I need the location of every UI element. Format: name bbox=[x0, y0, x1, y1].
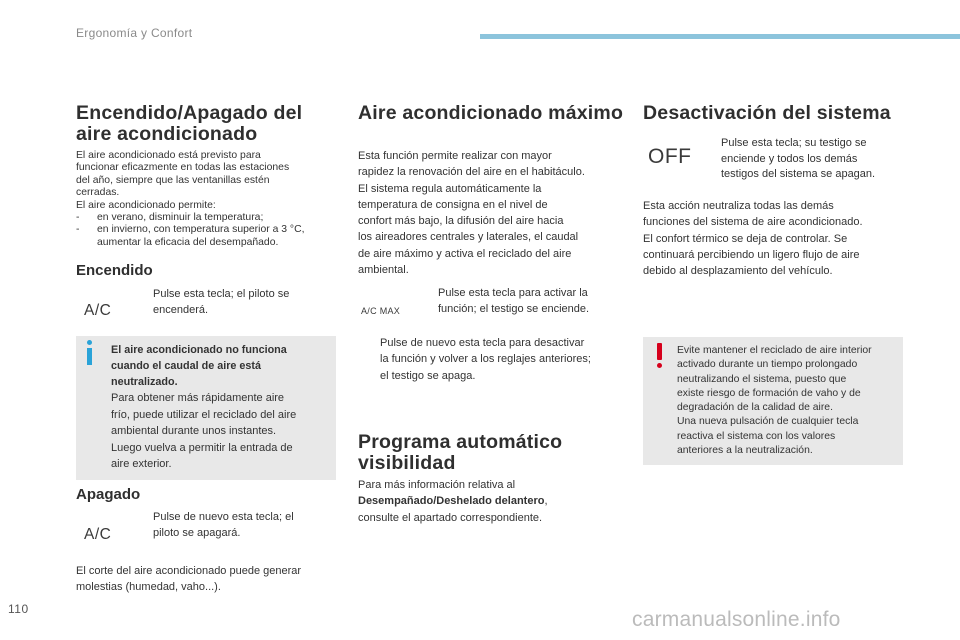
bullet-line: testigos del sistema se apagan. bbox=[721, 168, 876, 180]
body-line: de aire máximo y activa el reciclado del aire bbox=[358, 247, 572, 260]
body-line: funciones del sistema de aire acondicionado. bbox=[643, 216, 863, 229]
col1-title-line1: Encendido/Apagado del bbox=[76, 102, 303, 124]
warning-icon-dot bbox=[657, 363, 662, 368]
body-line: debido al desplazamiento del vehículo. bbox=[643, 265, 833, 278]
apagado-bullet bbox=[131, 510, 331, 541]
info-icon bbox=[87, 340, 92, 345]
bullet-line: Pulse de nuevo esta tecla para desactivar bbox=[380, 337, 585, 349]
footer-line: El corte del aire acondicionado puede generar bbox=[76, 565, 302, 577]
ac-max-bullet2 bbox=[358, 335, 628, 384]
body-line: temperatura de consigna en el nivel de bbox=[358, 198, 548, 211]
programa-title-line2: visibilidad bbox=[358, 452, 456, 474]
col1-list-item bbox=[76, 212, 346, 224]
warning-line: activado durante un tiempo prolongado bbox=[677, 359, 858, 371]
col1-intro-line: del año, siempre que las ventanillas estén bbox=[76, 174, 270, 186]
programa-line: Para más información relativa al bbox=[358, 479, 516, 491]
col2-title: Aire acondicionado máximo bbox=[358, 102, 624, 124]
programa-link-text: Desempañado/Deshelado delantero bbox=[358, 495, 545, 508]
bullet-line: función; el testigo se enciende. bbox=[438, 302, 590, 315]
col1-title-line2: aire acondicionado bbox=[76, 123, 258, 145]
warning-line: neutralizando el sistema, puesto que bbox=[677, 373, 847, 385]
encendido-heading: Encendido bbox=[76, 262, 153, 279]
ac-key-off[interactable]: A/C bbox=[84, 526, 112, 543]
warning-line: Evite mantener el reciclado de aire interior bbox=[677, 345, 872, 356]
bullet-line: Pulse de nuevo esta tecla; el bbox=[153, 511, 294, 523]
header-bar bbox=[480, 34, 960, 39]
bullet-line: Pulse esta tecla para activar la bbox=[438, 287, 588, 299]
col3-title: Desactivación del sistema bbox=[643, 102, 891, 124]
warning-text bbox=[677, 344, 902, 458]
body-line: rapidez la renovación del aire en el habitáculo. bbox=[358, 166, 585, 179]
ac-max-key[interactable]: A/C MAX bbox=[361, 306, 401, 316]
warning-line: reactiva el sistema con los valores bbox=[677, 430, 836, 442]
list-line: en verano, disminuir la temperatura; bbox=[97, 212, 264, 224]
body-line: Esta acción neutraliza todas las demás bbox=[643, 200, 834, 212]
col1-intro bbox=[76, 150, 346, 249]
programa-title-line1: Programa automático bbox=[358, 431, 563, 453]
programa-comma: , bbox=[544, 495, 548, 508]
programa-text bbox=[358, 477, 628, 526]
warning-line: degradación de la calidad de aire. bbox=[677, 402, 833, 414]
info-line: aire exterior. bbox=[111, 458, 172, 470]
body-line: ambiental. bbox=[358, 264, 409, 277]
warning-line: Una nueva pulsación de cualquier tecla bbox=[677, 416, 859, 428]
list-line: en invierno, con temperatura superior a 3 °C, bbox=[97, 224, 305, 236]
off-key[interactable]: OFF bbox=[648, 145, 692, 168]
col1-intro-line: El aire acondicionado permite: bbox=[76, 199, 216, 211]
page-number: 110 bbox=[8, 602, 29, 616]
ac-max-bullet1 bbox=[416, 286, 626, 317]
info-line: ambiental durante unos instantes. bbox=[111, 425, 277, 437]
bullet-line: la función y volver a los reglajes anteriores; bbox=[380, 353, 591, 366]
section-title: Ergonomía y Confort bbox=[76, 26, 193, 40]
info-line: Luego vuelva a permitir la entrada de bbox=[111, 441, 293, 454]
encendido-bullet bbox=[131, 287, 331, 318]
col1-intro-line: funcionar eficazmente en todas las estaciones bbox=[76, 162, 290, 174]
col1-intro-line: El aire acondicionado está previsto para bbox=[76, 150, 261, 161]
off-bullet bbox=[699, 136, 909, 183]
body-line: El sistema regula automáticamente la bbox=[358, 182, 542, 195]
info-bold-line: El aire acondicionado no funciona bbox=[111, 344, 287, 356]
body-line: continuará percibiendo un ligero flujo de aire bbox=[643, 248, 860, 261]
col1-title bbox=[76, 103, 302, 145]
bullet-line: el testigo se apaga. bbox=[380, 369, 476, 382]
footer-line: molestias (humedad, vaho...). bbox=[76, 581, 221, 594]
list-dash: - bbox=[76, 224, 80, 236]
info-line: Para obtener más rápidamente aire bbox=[111, 392, 285, 404]
body-line: Esta función permite realizar con mayor bbox=[358, 150, 552, 162]
programa-line: consulte el apartado correspondiente. bbox=[358, 511, 543, 524]
body-line: los aireadores centrales y laterales, el caudal bbox=[358, 231, 579, 244]
ac-key-on[interactable]: A/C bbox=[84, 302, 112, 319]
warning-line: existe riesgo de formación de vaho y de bbox=[677, 387, 861, 399]
info-line: frío, puede utilizar el reciclado del aire bbox=[111, 408, 297, 421]
info-box-text bbox=[111, 342, 331, 473]
list-dash: - bbox=[76, 212, 80, 224]
bullet-line: encenderá. bbox=[153, 303, 209, 316]
body-line: confort más bajo, la difusión del aire hacia bbox=[358, 215, 564, 228]
warning-line: anteriores a la neutralización. bbox=[677, 445, 813, 457]
programa-title bbox=[358, 432, 562, 474]
bullet-line: Pulse esta tecla; el piloto se bbox=[153, 288, 290, 300]
warning-icon bbox=[657, 343, 662, 360]
watermark: carmanualsonline.info bbox=[632, 608, 841, 631]
programa-line-2 bbox=[358, 493, 628, 509]
apagado-heading: Apagado bbox=[76, 486, 141, 503]
info-bold-line: cuando el caudal de aire está bbox=[111, 360, 262, 372]
info-bold-line: neutralizado. bbox=[111, 376, 178, 388]
col1-intro-line: cerradas. bbox=[76, 187, 120, 199]
bullet-line: Pulse esta tecla; su testigo se bbox=[721, 137, 867, 149]
body-line: El confort térmico se deja de controlar. Se bbox=[643, 232, 848, 245]
col3-body bbox=[643, 198, 913, 279]
info-icon-stem bbox=[87, 348, 92, 365]
col2-body bbox=[358, 148, 628, 278]
col1-footer-text bbox=[76, 563, 346, 596]
col1-list-item bbox=[76, 224, 346, 249]
list-line: aumentar la eficacia del desempañado. bbox=[97, 236, 279, 248]
bullet-line: piloto se apagará. bbox=[153, 526, 241, 539]
bullet-line: enciende y todos los demás bbox=[721, 152, 858, 165]
